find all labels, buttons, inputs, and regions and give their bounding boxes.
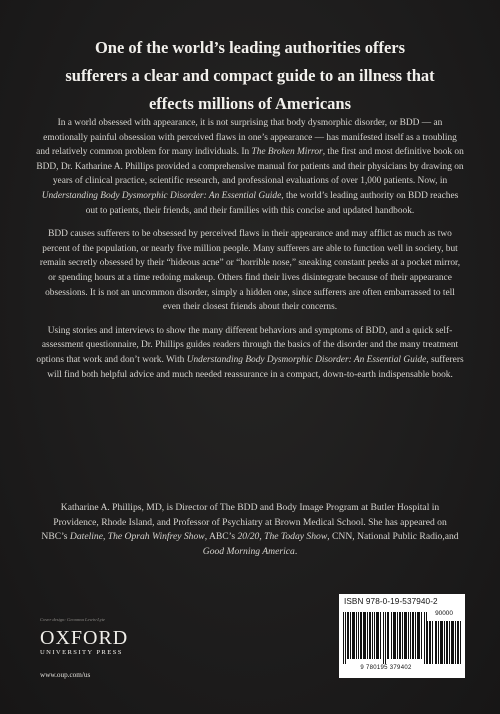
price-code: 90000 [435, 610, 453, 617]
barcode-icon [343, 612, 427, 664]
paragraph-2: BDD causes sufferers to be obsessed by perceived flaws in their appearance and may afflict as much as two percent of the population, or nearly five million people. Many sufferers are able to function well in society, but remain secretly obsessed by their “hideous acne” or “horrible nose,” sneaking constant peeks at a pocket mirror, or spending hours at a time redoing makeup. Others find their lives disintegrate because of their appearance obsessions. It is not an uncommon disorder, simply a hidden one, since sufferers are often embarrassed to tell even their closest friends about their concerns. [39, 229, 461, 313]
cover-credit: Cover design: Geoonna Lewis-Lyte [40, 617, 106, 622]
show-oprah: The Oprah Winfrey Show [107, 531, 205, 543]
headline-line-3: effects millions of Americans [148, 94, 352, 113]
author-bio [40, 501, 460, 559]
barcode-panel [339, 594, 465, 678]
publisher-logo [40, 628, 128, 657]
book-title-understanding-bdd: Understanding Body Dysmorphic Disorder: An Essential Guide [41, 190, 282, 201]
paragraph-1 [36, 116, 464, 218]
bio-text-g: , [259, 531, 265, 543]
description [36, 116, 464, 391]
paragraph-3-text-c: , sufferers will find both helpful advice and much needed reassurance in a compact, down-to-earth indispensable book. [47, 354, 464, 380]
publisher-subtitle: UNIVERSITY PRESS [40, 649, 123, 656]
publisher-url: www.oup.com/us [40, 671, 91, 679]
bio-text-i: , CNN, National Public Radio,and [327, 531, 459, 543]
price-barcode-icon [427, 621, 461, 664]
bio-text-k: . [294, 545, 298, 557]
show-gma: Good Morning America [202, 545, 295, 557]
publisher-name: OXFORD [40, 627, 129, 649]
paragraph-1-text-e: , the world’s leading authority on BDD reaches out to patients, their friends, and their families with this concise and updated handbook. [85, 190, 459, 216]
bio-text-e: , ABC’s [204, 531, 238, 543]
paragraph-1-text-a: In a world obsessed with appearance, it is not surprising that body dysmorphic disorder, or BDD — an emotionally painful obsession with perceived flaws in one’s appearance — has manifested itself as a troubling and relatively common problem for many individuals. In [36, 118, 457, 158]
bio-text-c: , [102, 531, 108, 543]
paragraph-3 [36, 324, 464, 382]
show-today: The Today Show [264, 531, 328, 543]
show-2020: 20/20 [237, 531, 260, 543]
paragraph-3-text-a: Using stories and interviews to show the many different behaviors and symptoms of BDD, and a quick self-assessment questionnaire, Dr. Phillips guides readers through the basics of the disorder and the many treatment options that work and don’t work. With [36, 325, 459, 365]
headline [40, 34, 460, 118]
headline-line-2: sufferers a clear and compact guide to an illness that [65, 66, 435, 85]
book-title-broken-mirror: The Broken Mirror [251, 147, 323, 158]
book-title-understanding-bdd-2: Understanding Body Dysmorphic Disorder: An Essential Guide [186, 354, 427, 365]
paragraph-1-text-c: , the first and most definitive book on BDD, Dr. Katharine A. Phillips provided a comprehensive manual for patients and their physicians by drawing on years of clinical practice, scientific research, and professional evaluations of over 1,000 patients. Now, in [36, 147, 464, 187]
show-dateline: Dateline [69, 531, 103, 543]
isbn-label: ISBN 978-0-19-537940-2 [344, 597, 438, 606]
bio-text-a: Katharine A. Phillips, MD, is Director of The BDD and Body Image Program at Butler Hospital in Providence, Rhode Island, and Professor of Psychiatry at Brown Medical School. She has appeared on NBC’s [41, 502, 447, 543]
headline-line-1: One of the world’s leading authorities offers [94, 38, 406, 57]
barcode-number: 9 780195 379402 [360, 665, 412, 671]
